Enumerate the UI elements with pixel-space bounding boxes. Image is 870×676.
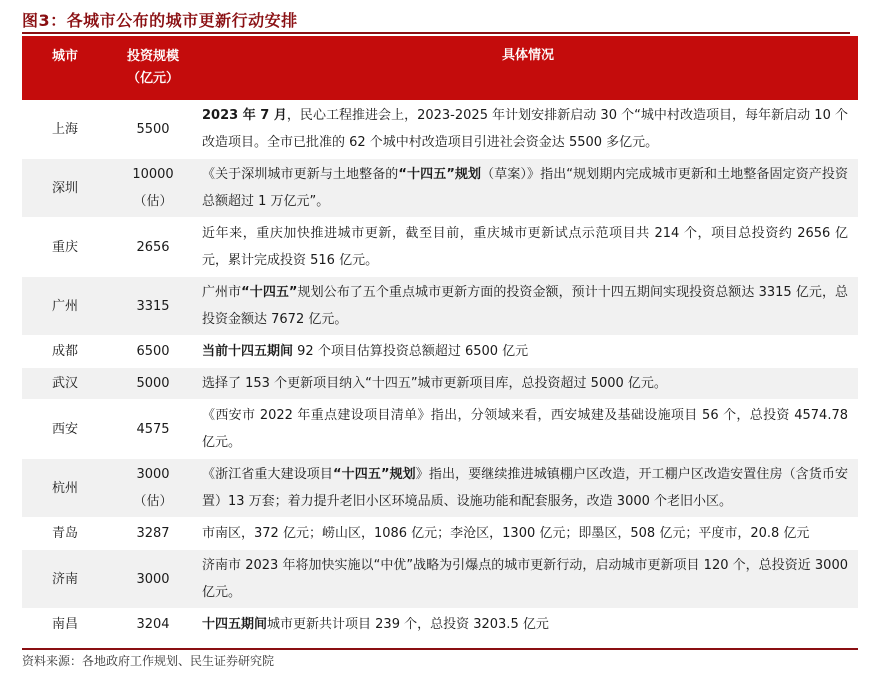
investment-line: 3204 <box>136 617 170 632</box>
cell-city: 杭州 <box>22 459 108 518</box>
investment-line: 5000 <box>136 376 170 391</box>
cell-detail <box>198 218 858 277</box>
detail-emphasis: 当前十四五期间 <box>202 344 294 359</box>
cell-detail <box>198 609 858 641</box>
investment-line: （估） <box>133 194 173 209</box>
header-city-label: 城市 <box>51 49 78 64</box>
table-row <box>22 218 858 277</box>
investment-line: 4575 <box>136 421 170 437</box>
detail-text: 《浙江省重大建设项目 <box>202 467 333 482</box>
cell-investment <box>108 159 198 218</box>
table-row <box>22 518 858 550</box>
cell-investment <box>108 100 198 159</box>
cell-detail <box>198 100 858 159</box>
detail-emphasis: “十四五”规划 <box>333 467 416 482</box>
investment-line: （估） <box>133 494 173 509</box>
cell-detail <box>198 277 858 336</box>
table-body <box>22 100 858 641</box>
detail-text: 城市更新共计项目 239 个，总投资 3203.5 亿元 <box>267 617 549 632</box>
cell-city: 深圳 <box>22 159 108 218</box>
header-city <box>22 36 108 100</box>
investment-line: 6500 <box>136 344 170 359</box>
cell-city: 青岛 <box>22 518 108 550</box>
detail-text: 近年来，重庆加快推进城市更新，截至目前，重庆城市更新试点示范项目共 214 个，项目总投资约 2656 亿元，累计完成投资 516 亿元。 <box>202 226 848 268</box>
cell-city: 南昌 <box>22 609 108 641</box>
detail-text: 《西安市 2022 年重点建设项目清单》指出，分领域来看，西安城建及基础设施项目 56 个，总投资 4574.78 亿元。 <box>202 408 848 450</box>
investment-line: 3287 <box>136 526 170 541</box>
detail-text: 市南区，372 亿元；崂山区，1086 亿元；李沧区，1300 亿元；即墨区，508 亿元；平度市，20.8 亿元 <box>202 526 810 541</box>
cell-investment <box>108 459 198 518</box>
investment-line: 3315 <box>136 298 170 314</box>
cell-detail <box>198 459 858 518</box>
detail-emphasis: 2023 年 7 月 <box>202 108 287 123</box>
detail-text: ，民心工程推进会上，2023-2025 年计划安排新启动 30 个“城中村改造项目，每年新启动 10 个改造项目。全市已批准的 62 个城中村改造项目引进社会资金达 5500 多亿元。 <box>202 108 848 150</box>
cell-city: 广州 <box>22 277 108 336</box>
cell-city: 重庆 <box>22 218 108 277</box>
header-invest <box>108 36 198 100</box>
detail-text: 选择了 153 个更新项目纳入“十四五”城市更新项目库，总投资超过 5000 亿元。 <box>202 376 667 391</box>
table-row <box>22 159 858 218</box>
cell-investment <box>108 550 198 609</box>
detail-emphasis: “十四五”规划 <box>398 167 482 182</box>
table-row <box>22 459 858 518</box>
table-header-row <box>22 36 858 100</box>
cell-investment <box>108 400 198 459</box>
investment-line: 3000 <box>136 571 170 587</box>
investment-line: 2656 <box>136 239 170 255</box>
table-row <box>22 100 858 159</box>
table-row <box>22 368 858 400</box>
table-row <box>22 277 858 336</box>
cell-investment <box>108 518 198 550</box>
cell-detail <box>198 159 858 218</box>
detail-text: 济南市 2023 年将加快实施以“中优”战略为引爆点的城市更新行动，启动城市更新项目 120 个，总投资近 3000 亿元。 <box>202 558 848 600</box>
cell-detail <box>198 368 858 400</box>
cell-detail <box>198 400 858 459</box>
header-detail: 具体情况 <box>198 36 858 100</box>
cell-investment <box>108 336 198 368</box>
cell-city: 上海 <box>22 100 108 159</box>
city-renewal-table <box>22 36 858 641</box>
table-row <box>22 550 858 609</box>
detail-text: （草案）》指出“规划期内完成城市更新和土地整备固定资产投资总额超过 1 万亿元”。 <box>202 167 848 209</box>
cell-detail <box>198 550 858 609</box>
source-note: 资料来源：各地政府工作规划、民生证券研究院 <box>22 654 275 668</box>
cell-city: 成都 <box>22 336 108 368</box>
detail-text: 《关于深圳城市更新与土地整备的 <box>202 167 399 182</box>
cell-investment <box>108 218 198 277</box>
cell-investment <box>108 609 198 641</box>
investment-line: 10000 <box>132 167 174 182</box>
investment-line: 5500 <box>136 121 170 137</box>
cell-city: 武汉 <box>22 368 108 400</box>
investment-line: 3000 <box>136 467 170 482</box>
detail-emphasis: “十四五” <box>241 285 298 300</box>
detail-emphasis: 十四五期间 <box>202 617 268 632</box>
detail-text: 广州市 <box>202 285 242 300</box>
bottom-rule <box>22 648 858 650</box>
cell-city: 济南 <box>22 550 108 609</box>
detail-text: 92 个项目估算投资总额超过 6500 亿元 <box>293 344 529 359</box>
cell-detail <box>198 518 858 550</box>
detail-text: 》指出，要继续推进城镇棚户区改造，开工棚户区改造安置住房（含货币安置）13 万套；着力提升老旧小区环境品质、设施功能和配套服务，改造 3000 个老旧小区。 <box>202 467 848 509</box>
cell-detail <box>198 336 858 368</box>
figure-title: 图3：各城市公布的城市更新行动安排 <box>22 8 850 34</box>
table-row <box>22 609 858 641</box>
cell-city: 西安 <box>22 400 108 459</box>
header-invest-line1: 投资规模 <box>126 49 179 64</box>
table-row <box>22 336 858 368</box>
cell-investment <box>108 277 198 336</box>
detail-text: 规划公布了五个重点城市更新方面的投资金额，预计十四五期间实现投资总额达 3315 亿元，总投资金额达 7672 亿元。 <box>202 285 848 327</box>
table-row <box>22 400 858 459</box>
header-invest-line2: （亿元） <box>126 71 179 86</box>
cell-investment <box>108 368 198 400</box>
